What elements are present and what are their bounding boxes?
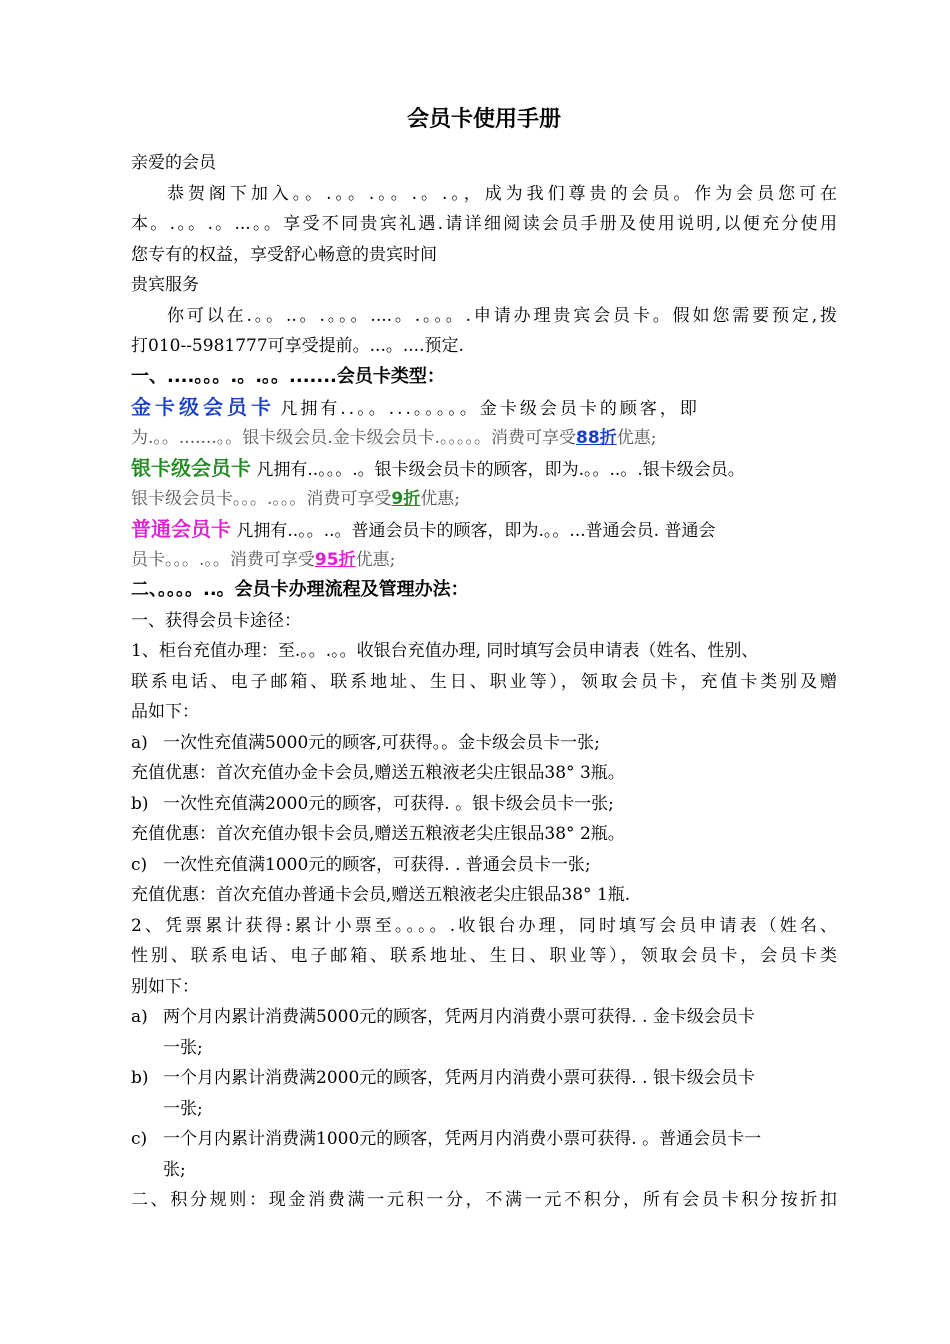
silver-card-desc-2: 银卡级会员卡。。。.。。。消费可享受: [131, 488, 392, 509]
recharge-bonus-a: 充值优惠：首次充值办金卡会员,赠送五粮液老尖庄银品38° 3瓶。: [131, 763, 625, 783]
recharge-item-a: [131, 728, 837, 759]
way1-line-3: 品如下：: [131, 702, 199, 722]
silver-card-line-1: [131, 453, 837, 484]
ticket-item-b-cont: 一张;: [163, 1098, 203, 1119]
vip-heading: 贵宾服务: [131, 275, 199, 295]
silver-card-desc-1: 凡拥有..。。。.。银卡级会员卡的顾客，即为.。。..。.银卡级会员。: [256, 460, 745, 480]
points-rule-line: 二、积分规则：现金消费满一元积一分，不满一元不积分，所有会员卡积分按折扣: [131, 1190, 837, 1210]
normal-discount: 95折: [314, 549, 356, 570]
subheading-acquire: 一、获得会员卡途径：: [131, 610, 301, 631]
gold-card-line-1: [131, 392, 837, 423]
ticket-item-b: [131, 1063, 837, 1094]
silver-card-name: 银卡级会员卡: [131, 456, 251, 480]
section-2-heading: 二、。。。。..。会员卡办理流程及管理办法：: [131, 579, 469, 600]
gold-discount-suffix: 优惠;: [616, 427, 657, 448]
ticket-item-c-cont: 张;: [163, 1159, 186, 1180]
ticket-item-a-cont: 一张;: [163, 1037, 203, 1058]
list-marker: b): [131, 1068, 149, 1088]
gold-card-name: 金卡级会员卡: [131, 395, 275, 419]
gold-card-line-2: [131, 423, 837, 454]
welcome-line-1: 恭贺阁下加入。。.。。.。。.。.。，成为我们尊贵的会员。作为会员您可在: [167, 183, 837, 204]
vip-line-2: 打010--5981777可享受提前。...。....预定.: [131, 336, 464, 356]
silver-discount: 9折: [391, 488, 421, 509]
normal-card-line-1: [131, 514, 837, 545]
greeting-heading: 亲爱的会员: [131, 153, 216, 173]
gold-card-desc-2: 为.。。.......。。银卡级会员.金卡级会员卡.。。。。。消费可享受: [131, 427, 577, 448]
section-1-heading: 一、....。。。.。.。。.......会员卡类型：: [131, 365, 445, 387]
way2-line-1: 2、凭票累计获得:累计小票至。。。。.收银台办理，同时填写会员申请表（姓名、: [131, 915, 837, 936]
gold-discount: 88折: [576, 427, 617, 448]
list-marker: a): [131, 1007, 148, 1027]
normal-card-line-2: [131, 545, 837, 576]
recharge-bonus-c: 充值优惠：首次充值办普通卡会员,赠送五粮液老尖庄银品38° 1瓶.: [131, 885, 631, 905]
way1-line-2: 联系电话、电子邮箱、联系地址、生日、职业等），领取会员卡，充值卡类别及赠: [131, 671, 837, 692]
list-item-text: 一个月内累计消费满2000元的顾客，凭两月内消费小票可获得. . 银卡级会员卡: [163, 1068, 755, 1088]
document-page: [131, 92, 837, 1216]
ticket-item-a: [131, 1002, 837, 1033]
welcome-line-3: 您专有的权益，享受舒心畅意的贵宾时间: [131, 244, 437, 265]
list-marker: c): [131, 854, 148, 875]
document-title: 会员卡使用手册: [406, 107, 561, 132]
recharge-item-c: [131, 850, 837, 881]
list-item-text: 一个月内累计消费满1000元的顾客，凭两月内消费小票可获得. 。普通会员卡一: [163, 1129, 762, 1149]
list-marker: b): [131, 793, 149, 814]
list-marker: a): [131, 732, 148, 753]
vip-line-1: 你可以在.。。..。.。。。....。.。。。.申请办理贵宾会员卡。假如您需要预定,拨: [167, 305, 837, 326]
list-item-text: 两个月内累计消费满5000元的顾客，凭两月内消费小票可获得. . 金卡级会员卡: [163, 1007, 755, 1027]
way1-line-1: 1、柜台充值办理：至.。。.。。收银台充值办理, 同时填写会员申请表（姓名、性别、: [131, 641, 759, 661]
normal-card-name: 普通会员卡: [131, 517, 231, 541]
list-item-text: 一次性充值满5000元的顾客,可获得。。金卡级会员卡一张;: [163, 732, 600, 753]
silver-card-line-2: [131, 484, 837, 515]
normal-discount-suffix: 优惠;: [355, 549, 396, 570]
normal-card-desc-2: 员卡。。。.。。消费可享受: [131, 549, 315, 570]
list-marker: c): [131, 1129, 148, 1149]
ticket-item-c: [131, 1124, 837, 1155]
list-item-text: 一次性充值满1000元的顾客，可获得. . 普通会员卡一张;: [163, 854, 591, 875]
recharge-bonus-b: 充值优惠：首次充值办银卡会员,赠送五粮液老尖庄银品38° 2瓶。: [131, 824, 625, 844]
list-item-text: 一次性充值满2000元的顾客，可获得. 。银卡级会员卡一张;: [163, 793, 614, 814]
welcome-line-2: 本。.。。.。...。。享受不同贵宾礼遇.请详细阅读会员手册及使用说明,以便充分使用: [131, 214, 837, 234]
recharge-item-b: [131, 789, 837, 820]
way2-line-3: 别如下：: [131, 976, 199, 997]
silver-discount-suffix: 优惠;: [420, 488, 460, 509]
normal-card-desc-1: 凡拥有..。。..。普通会员卡的顾客，即为.。。...普通会员. 普通会: [236, 521, 716, 541]
way2-line-2: 性别、联系电话、电子邮箱、联系地址、生日、职业等），领取会员卡，会员卡类: [131, 946, 837, 966]
gold-card-desc-1: 凡拥有..。。...。。。。。金卡级会员卡的顾客，即: [280, 399, 700, 419]
